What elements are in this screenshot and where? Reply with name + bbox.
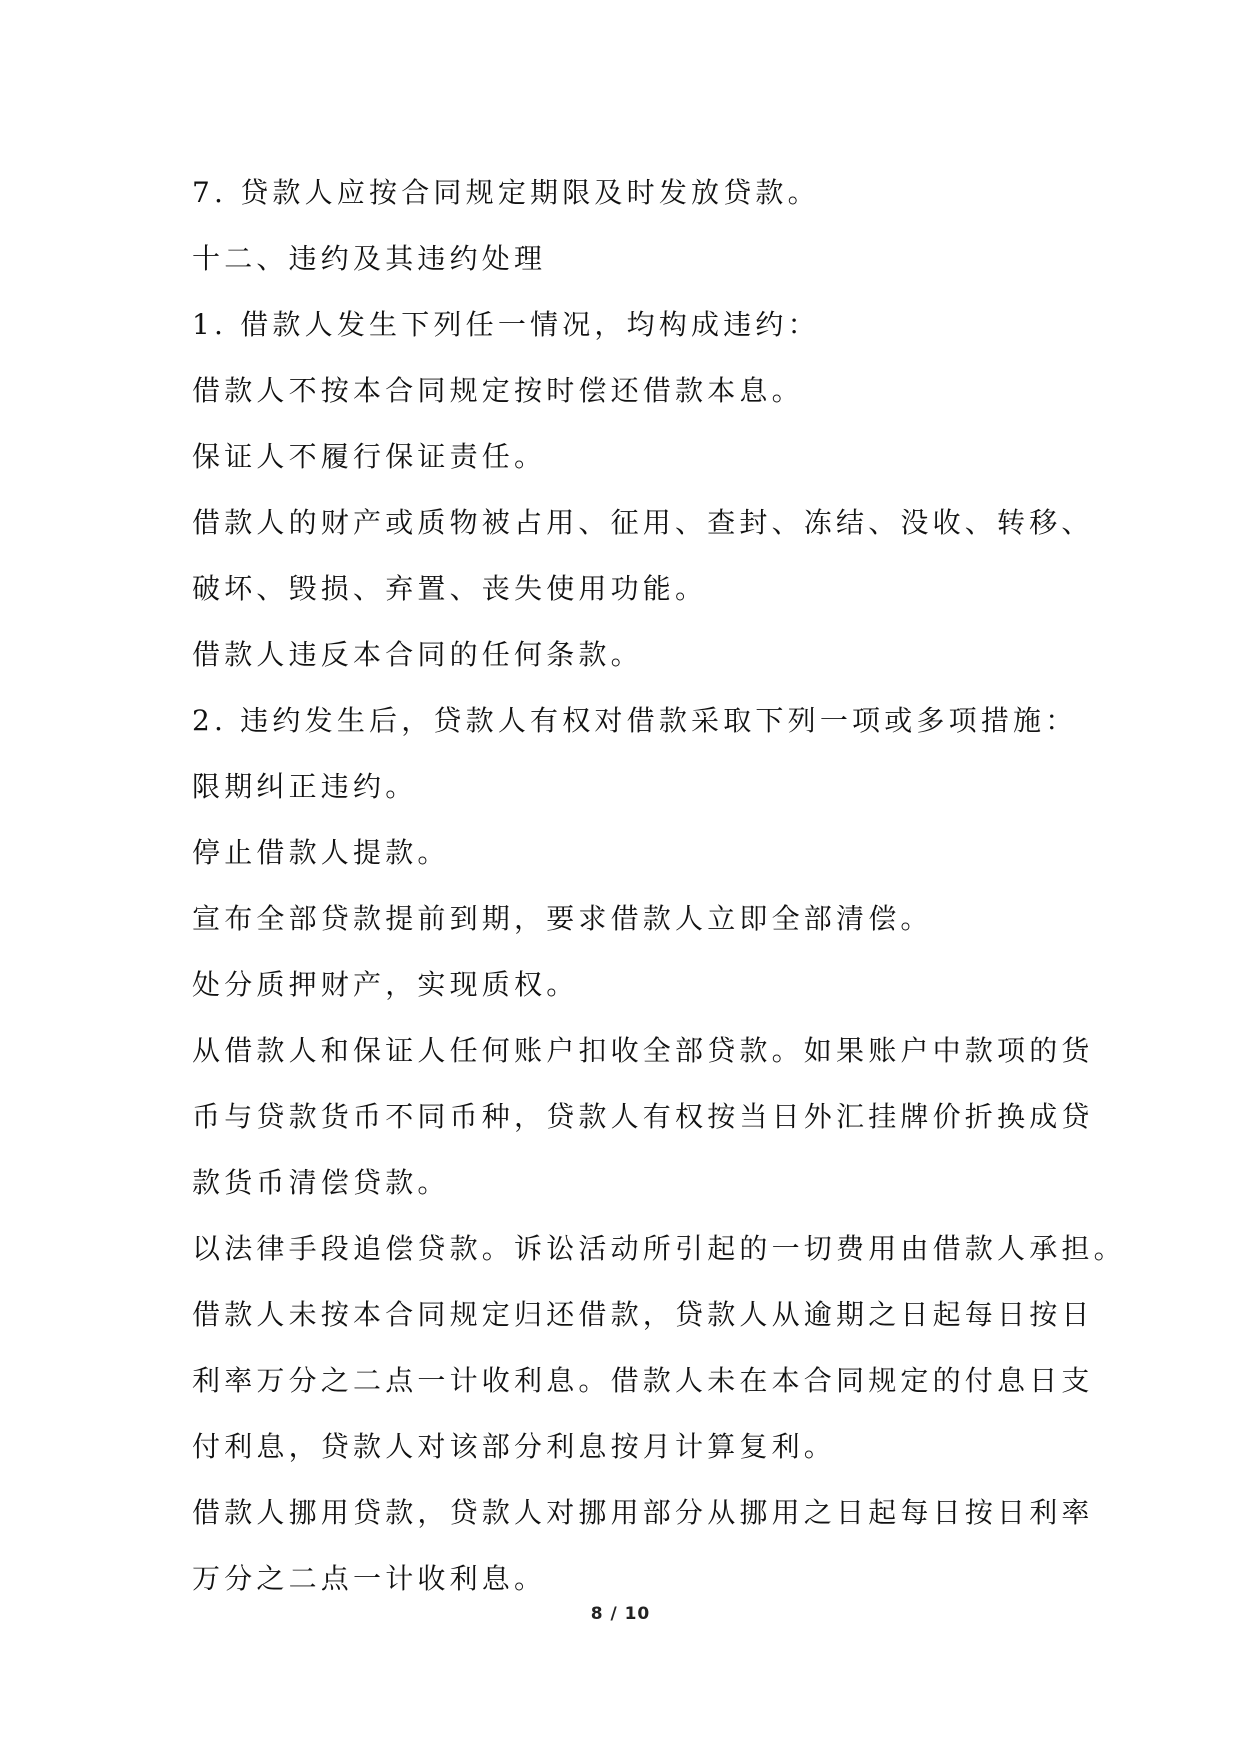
paragraph-line: 付利息，贷款人对该部分利息按月计算复利。	[192, 1430, 837, 1463]
paragraph-line: 借款人挪用贷款，贷款人对挪用部分从挪用之日起每日按日利率	[192, 1496, 1094, 1529]
paragraph-line: 借款人未按本合同规定归还借款，贷款人从逾期之日起每日按日	[192, 1298, 1094, 1331]
paragraph-line: 停止借款人提款。	[192, 836, 450, 869]
paragraph-line: 款货币清偿贷款。	[192, 1166, 450, 1199]
paragraph-line: 币与贷款货币不同币种，贷款人有权按当日外汇挂牌价折换成贷	[192, 1100, 1094, 1133]
page-number: 8 / 10	[590, 1604, 651, 1624]
clause-7-lender-disbursement: 7. 贷款人应按合同规定期限及时发放贷款。	[192, 176, 820, 209]
paragraph-line: 从借款人和保证人任何账户扣收全部贷款。如果账户中款项的货	[192, 1034, 1094, 1067]
paragraph-line: 处分质押财产，实现质权。	[192, 968, 579, 1001]
paragraph-line: 限期纠正违约。	[192, 770, 418, 803]
clause-1-default-conditions: 1. 借款人发生下列任一情况，均构成违约：	[192, 308, 820, 341]
document-body	[192, 160, 1126, 1612]
paragraph-line: 万分之二点一计收利息。	[192, 1562, 547, 1595]
paragraph-line: 借款人的财产或质物被占用、征用、查封、冻结、没收、转移、	[192, 506, 1094, 539]
paragraph-line: 保证人不履行保证责任。	[192, 440, 547, 473]
section-heading-default: 十二、违约及其违约处理	[192, 242, 547, 275]
paragraph-line: 宣布全部贷款提前到期，要求借款人立即全部清偿。	[192, 902, 933, 935]
paragraph-line: 破坏、毁损、弃置、丧失使用功能。	[192, 572, 708, 605]
paragraph-line: 借款人不按本合同规定按时偿还借款本息。	[192, 374, 804, 407]
paragraph-line: 利率万分之二点一计收利息。借款人未在本合同规定的付息日支	[192, 1364, 1094, 1397]
clause-2-remedies: 2. 违约发生后，贷款人有权对借款采取下列一项或多项措施：	[192, 704, 1078, 737]
paragraph-line: 以法律手段追偿贷款。诉讼活动所引起的一切费用由借款人承担。	[192, 1232, 1126, 1265]
paragraph-line: 借款人违反本合同的任何条款。	[192, 638, 643, 671]
